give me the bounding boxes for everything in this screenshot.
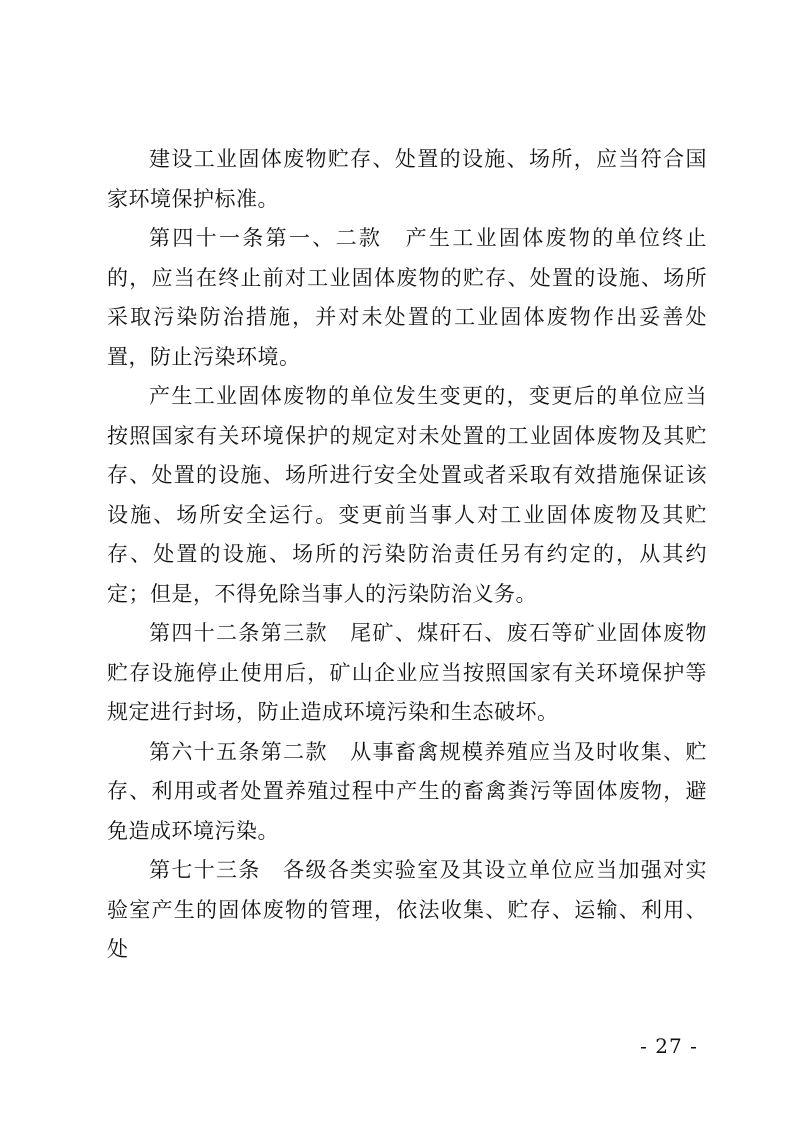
page-number: - 27 - (640, 1034, 698, 1058)
paragraph: 产生工业固体废物的单位发生变更的，变更后的单位应当按照国家有关环境保护的规定对未处置的工业固体废物及其贮存、处置的设施、场所进行安全处置或者采取有效措施保证该设施、场所安全运行。变更前当事人对工业固体废物及其贮存、处置的设施、场所的污染防治责任另有约定的，从其约定；但是，不得免除当事人的污染防治义务。 (107, 384, 707, 606)
paragraph: 第四十二条第三款 尾矿、煤矸石、废石等矿业固体废物贮存设施停止使用后，矿山企业应当按照国家有关环境保护等规定进行封场，防止造成环境污染和生态破坏。 (107, 621, 707, 724)
paragraph: 第六十五条第二款 从事畜禽规模养殖应当及时收集、贮存、利用或者处置养殖过程中产生的畜禽粪污等固体废物，避免造成环境污染。 (107, 739, 707, 843)
paragraph: 第七十三条 各级各类实验室及其设立单位应当加强对实验室产生的固体废物的管理，依法收集、贮存、运输、利用、处 (107, 858, 707, 961)
paragraph: 建设工业固体废物贮存、处置的设施、场所，应当符合国家环境保护标准。 (107, 147, 707, 211)
paragraph: 第四十一条第一、二款 产生工业固体废物的单位终止的，应当在终止前对工业固体废物的贮存、处置的设施、场所采取污染防治措施，并对未处置的工业固体废物作出妥善处置，防止污染环境。 (107, 226, 707, 369)
document-body (107, 140, 707, 970)
